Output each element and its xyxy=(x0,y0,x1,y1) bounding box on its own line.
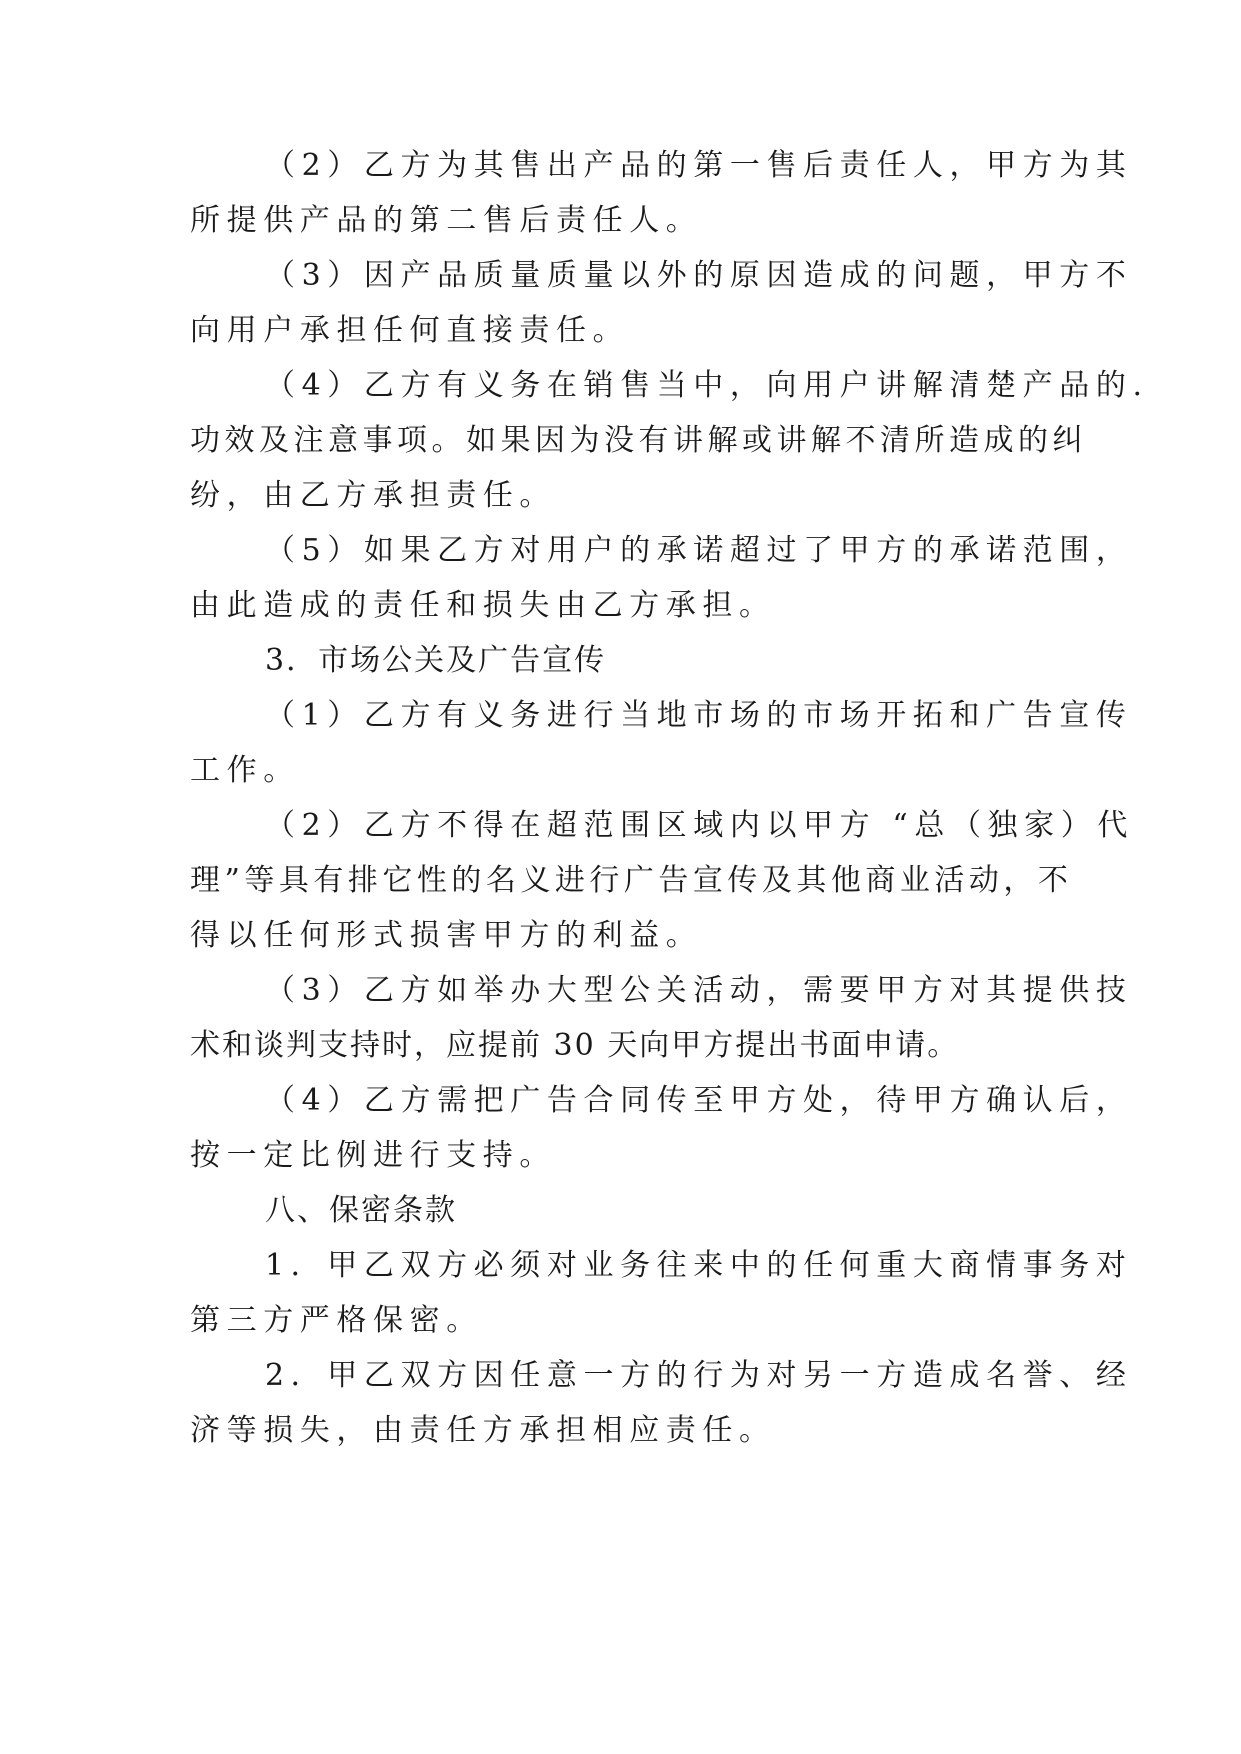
paragraph-line: 工作。 xyxy=(190,753,300,788)
section-heading: 3．市场公关及广告宣传 xyxy=(265,643,607,678)
paragraph-line: 理”等具有排它性的名义进行广告宣传及其他商业活动，不 xyxy=(190,863,1073,898)
paragraph-line: （2）乙方为其售出产品的第一售后责任人，甲方为其 xyxy=(265,148,1133,183)
paragraph-line: 2．甲乙双方因任意一方的行为对另一方造成名誉、经 xyxy=(265,1358,1133,1393)
paragraph-line: （4）乙方需把广告合同传至甲方处，待甲方确认后， xyxy=(265,1083,1133,1118)
paragraph-line: （1）乙方有义务进行当地市场的市场开拓和广告宣传 xyxy=(265,698,1133,733)
paragraph-line: 所提供产品的第二售后责任人。 xyxy=(190,203,703,238)
paragraph-line: 纷，由乙方承担责任。 xyxy=(190,478,556,513)
paragraph-line: （2）乙方不得在超范围区域内以甲方 “总（独家）代 xyxy=(265,808,1134,843)
section-heading: 八、保密条款 xyxy=(265,1193,457,1228)
paragraph-line: （3）因产品质量质量以外的原因造成的问题，甲方不 xyxy=(265,258,1133,293)
paragraph-line: 由此造成的责任和损失由乙方承担。 xyxy=(190,588,776,623)
paragraph-line: （5）如果乙方对用户的承诺超过了甲方的承诺范围， xyxy=(265,533,1133,568)
paragraph-line: 术和谈判支持时，应提前 30 天向甲方提出书面申请。 xyxy=(190,1028,960,1063)
paragraph-line: 得以任何形式损害甲方的利益。 xyxy=(190,918,703,953)
paragraph-line: 第三方严格保密。 xyxy=(190,1303,483,1338)
paragraph-line: 济等损失，由责任方承担相应责任。 xyxy=(190,1413,776,1448)
paragraph-line: （4）乙方有义务在销售当中，向用户讲解清楚产品的. xyxy=(265,368,1149,403)
paragraph-line: 功效及注意事项。如果因为没有讲解或讲解不清所造成的纠 xyxy=(190,423,1087,458)
paragraph-line: 按一定比例进行支持。 xyxy=(190,1138,556,1173)
paragraph-line: （3）乙方如举办大型公关活动，需要甲方对其提供技 xyxy=(265,973,1133,1008)
paragraph-line: 1．甲乙双方必须对业务往来中的任何重大商情事务对 xyxy=(265,1248,1133,1283)
paragraph-line: 向用户承担任何直接责任。 xyxy=(190,313,630,348)
